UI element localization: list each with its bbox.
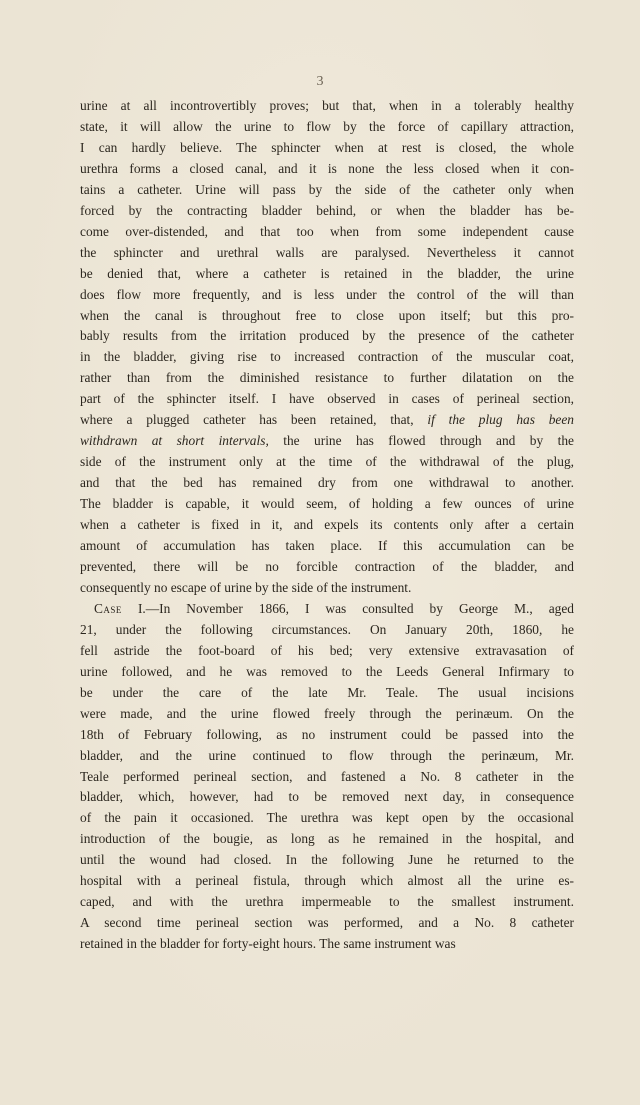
text-line: tains a catheter. Urine will pass by the side of the catheter only when xyxy=(80,181,574,197)
line-text: the urine has flowed through and by the xyxy=(268,433,574,449)
text-line: be under the care of the late Mr. Teale. The usual incisions xyxy=(80,684,574,700)
text-line: rather than from the diminished resistance to further dilatation on the xyxy=(80,370,574,386)
text-line: fell astride the foot-board of his bed; very extensive extravasation of xyxy=(80,642,574,658)
page-number: 3 xyxy=(316,74,324,89)
text-line: state, it will allow the urine to flow by the force of capillary attraction, xyxy=(80,118,574,134)
text-line xyxy=(80,431,574,452)
text-line: urine at all incontrovertibly proves; but that, when in a tolerably healthy xyxy=(80,98,574,113)
text-line: caped, and with the urethra impermeable to the smallest instrument. xyxy=(80,894,574,910)
text-line: come over-distended, and that too when from some independent cause xyxy=(80,223,574,239)
text-line: until the wound had closed. In the following June he returned to the xyxy=(80,852,574,868)
text-line: does flow more frequently, and is less under the control of the will than xyxy=(80,286,574,302)
text-line: in the bladder, giving rise to increased contraction of the muscular coat, xyxy=(80,349,574,365)
text-line: 21, under the following circumstances. On January 20th, 1860, he xyxy=(80,621,574,637)
text-line: The bladder is capable, it would seem, of holding a few ounces of urine xyxy=(80,496,574,512)
text-line: Teale performed perineal section, and fastened a No. 8 catheter in the xyxy=(80,768,574,784)
text-line: urethra forms a closed canal, and it is none the less closed when it con- xyxy=(80,160,574,176)
italic-text: if the plug has been xyxy=(427,412,574,428)
text-line: prevented, there will be no forcible contraction of the bladder, and xyxy=(80,558,574,574)
text-line: when a catheter is fixed in it, and expels its contents only after a certain xyxy=(80,517,574,533)
text-line: introduction of the bougie, as long as he remained in the hospital, and xyxy=(80,831,574,847)
line-text: where a plugged catheter has been retained, that, xyxy=(80,412,428,428)
text-line: bladder, and the urine continued to flow through the perinæum, Mr. xyxy=(80,747,574,763)
text-line: A second time perineal section was performed, and a No. 8 catheter xyxy=(80,915,574,931)
text-line: 18th of February following, as no instrument could be passed into the xyxy=(80,726,574,742)
text-line: and that the bed has remained dry from one withdrawal to another. xyxy=(80,475,574,491)
text-line: were made, and the urine flowed freely through the perinæum. On the xyxy=(80,705,574,721)
case-label: Case xyxy=(94,600,122,616)
text-line: forced by the contracting bladder behind, or when the bladder has be- xyxy=(80,202,574,218)
text-line: when the canal is throughout free to close upon itself; but this pro- xyxy=(80,307,574,323)
text-line xyxy=(80,410,574,431)
text-line: bably results from the irritation produced by the presence of the catheter xyxy=(80,328,574,344)
text-line: the sphincter and urethral walls are paralysed. Nevertheless it cannot xyxy=(80,244,574,260)
text-line: bladder, which, however, had to be removed next day, in consequence xyxy=(80,789,574,805)
text-line: side of the instrument only at the time of the withdrawal of the plug, xyxy=(80,454,574,470)
line-text: I.—In November 1866, I was consulted by George M., aged xyxy=(121,600,574,616)
text-line: urine followed, and he was removed to the Leeds General Infirmary to xyxy=(80,663,574,679)
text-line: hospital with a perineal fistula, through which almost all the urine es- xyxy=(80,873,574,889)
text-line: retained in the bladder for forty-eight hours. The same instrument was xyxy=(80,936,456,952)
text-line: I can hardly believe. The sphincter when at rest is closed, the whole xyxy=(80,139,574,155)
text-line xyxy=(80,599,574,620)
text-line: part of the sphincter itself. I have observed in cases of perineal section, xyxy=(80,391,574,407)
text-line: of the pain it occasioned. The urethra was kept open by the occasional xyxy=(80,810,574,826)
text-line: consequently no escape of urine by the side of the instrument. xyxy=(80,579,412,595)
text-line: amount of accumulation has taken place. If this accumulation can be xyxy=(80,538,574,554)
body-text xyxy=(80,96,574,955)
italic-text: withdrawn at short intervals, xyxy=(80,433,269,449)
text-line: be denied that, where a catheter is retained in the bladder, the urine xyxy=(80,265,574,281)
